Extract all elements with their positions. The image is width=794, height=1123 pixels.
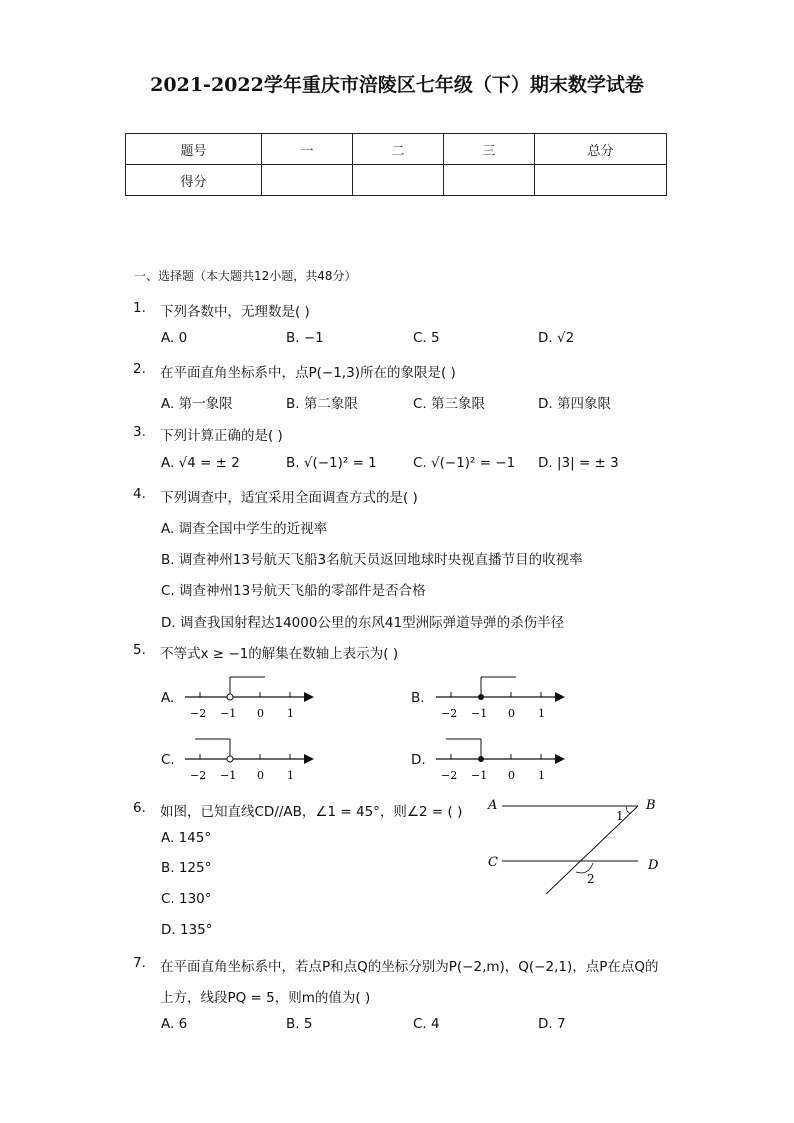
tick-label: 0: [508, 707, 515, 720]
angle-2-label: 2: [587, 872, 595, 886]
label-c: C: [488, 855, 498, 870]
option-a: A. 第一象限: [161, 396, 233, 412]
tick-label: 1: [538, 707, 545, 720]
score-cell[interactable]: [353, 165, 444, 196]
score-cell[interactable]: [262, 165, 353, 196]
option-c: C. 调查神州13号航天飞船的零部件是否合格: [161, 583, 426, 599]
option-b: B.: [411, 690, 425, 706]
option-d: D.: [411, 752, 426, 768]
option-a: A. 145°: [161, 830, 212, 846]
question-number: 2.: [133, 361, 146, 377]
page-title: 2021-2022学年重庆市涪陵区七年级（下）期末数学试卷: [150, 74, 644, 96]
question-number: 7.: [133, 955, 146, 971]
tick-label: −1: [220, 707, 237, 720]
table-row: [126, 134, 667, 165]
tick-label: 0: [508, 769, 515, 782]
tick-label: 1: [538, 769, 545, 782]
option-a: A. 0: [161, 330, 188, 346]
option-c: C.: [161, 752, 175, 768]
option-c: C. 第三象限: [413, 396, 486, 412]
option-c: C. 4: [413, 1016, 440, 1032]
row-label-cell: 得分: [126, 165, 262, 196]
tick-label: −2: [441, 769, 458, 782]
number-line-d: [431, 734, 571, 786]
score-cell[interactable]: [535, 165, 667, 196]
tick-label: −1: [220, 769, 237, 782]
question-text: 如图，已知直线CD//AB，∠1 = 45°，则∠2 = ( ): [160, 804, 463, 820]
table-row: [126, 165, 667, 196]
header-cell: 总分: [535, 134, 667, 165]
header-cell: 一: [262, 134, 353, 165]
option-c: C. √(−1)² = −1: [413, 455, 516, 471]
option-d: D. 第四象限: [538, 396, 611, 412]
question-text: 在平面直角坐标系中，点P(−1,3)所在的象限是( ): [160, 365, 456, 381]
option-d: D. 7: [538, 1016, 566, 1032]
number-line-c: [180, 734, 320, 786]
option-a: A.: [161, 690, 175, 706]
tick-label: 0: [257, 707, 264, 720]
question-text: 不等式x ≥ −1的解集在数轴上表示为( ): [160, 646, 399, 662]
tick-label: −1: [471, 769, 488, 782]
header-cell: 题号: [126, 134, 262, 165]
option-d: D. 135°: [161, 922, 213, 938]
header-cell: 二: [353, 134, 444, 165]
header-cell: 三: [444, 134, 535, 165]
tick-label: −2: [190, 769, 207, 782]
label-d: D: [648, 858, 659, 873]
number-line-b: [431, 672, 571, 724]
option-d: D. |3| = ± 3: [538, 455, 619, 471]
tick-label: −2: [190, 707, 207, 720]
option-b: B. 调查神州13号航天飞船3名航天员返回地球时央视直播节目的收视率: [161, 552, 583, 568]
question-text: 在平面直角坐标系中，若点P和点Q的坐标分别为P(−2,m)，Q(−2,1)，点P在点Q的: [160, 959, 659, 975]
tick-label: 0: [257, 769, 264, 782]
question-number: 5.: [133, 642, 146, 658]
number-line-a: [180, 672, 320, 724]
question-number: 1.: [133, 300, 146, 316]
tick-label: 1: [287, 769, 294, 782]
angle-1-label: 1: [616, 809, 624, 823]
label-a: A: [488, 798, 498, 813]
parallel-lines-figure: [480, 790, 670, 900]
question-text: 上方，线段PQ = 5，则m的值为( ): [160, 990, 371, 1006]
question-number: 3.: [133, 424, 146, 440]
option-b: B. 125°: [161, 860, 212, 876]
option-d: D. √2: [538, 330, 575, 346]
option-a: A. √4 = ± 2: [161, 455, 240, 471]
option-d: D. 调查我国射程达14000公里的东风41型洲际弹道导弹的杀伤半径: [161, 615, 565, 631]
question-text: 下列调查中，适宜采用全面调查方式的是( ): [160, 490, 418, 506]
option-c: C. 5: [413, 330, 440, 346]
option-b: B. √(−1)² = 1: [286, 455, 377, 471]
score-table: [125, 133, 667, 196]
option-b: B. 5: [286, 1016, 313, 1032]
tick-label: 1: [287, 707, 294, 720]
tick-label: −2: [441, 707, 458, 720]
question-text: 下列计算正确的是( ): [160, 428, 283, 444]
label-b: B: [646, 798, 656, 813]
question-text: 下列各数中，无理数是( ): [160, 304, 310, 320]
question-number: 4.: [133, 486, 146, 502]
option-c: C. 130°: [161, 891, 212, 907]
option-a: A. 调查全国中学生的近视率: [161, 521, 328, 537]
option-b: B. 第二象限: [286, 396, 358, 412]
tick-label: −1: [471, 707, 488, 720]
score-cell[interactable]: [444, 165, 535, 196]
option-b: B. −1: [286, 330, 324, 346]
section-heading: 一、选择题（本大题共12小题，共48分）: [134, 269, 357, 283]
option-a: A. 6: [161, 1016, 188, 1032]
question-number: 6.: [133, 800, 146, 816]
